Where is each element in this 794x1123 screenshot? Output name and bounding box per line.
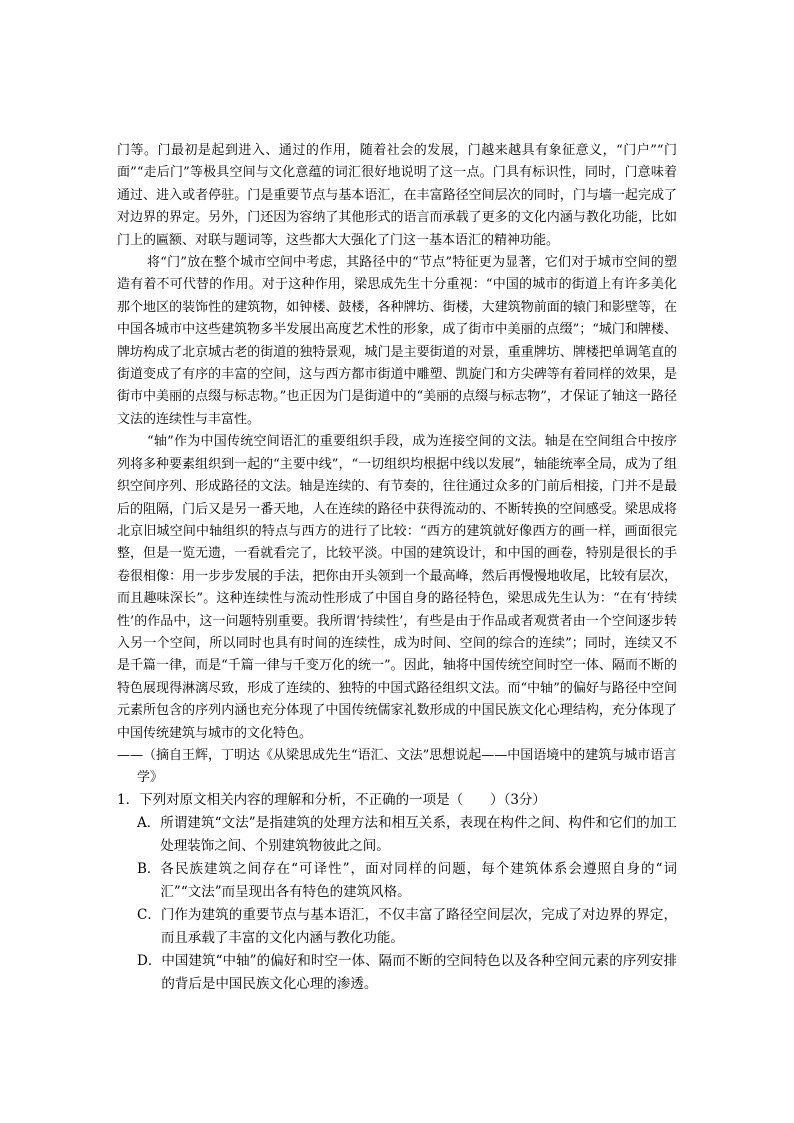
option-b [117,858,677,904]
option-b-text: 各民族建筑之间存在“可译性”，面对同样的问题，每个建筑体系会遵照自身的“词汇”“文法”而呈现出各有特色的建筑风格。 [160,860,677,900]
option-d-text: 中国建筑“中轴”的偏好和时空一体、隔而不断的空间特色以及各种空间元素的序列安排的背后是中国民族文化心理的渗透。 [161,952,677,992]
option-c-letter: C． [137,906,161,923]
question-options [117,812,677,996]
article-source: ——（摘自王辉，丁明达《从梁思成先生“语汇、文法”思想说起——中国语境中的建筑与城市语言学》 [117,747,677,785]
option-a-letter: A． [137,814,161,831]
option-a [117,812,677,858]
option-c-text: 门作为建筑的重要节点与基本语汇，不仅丰富了路径空间层次，完成了对边界的界定，而且承载了丰富的文化内涵与教化功能。 [160,906,677,946]
article-paragraph-2: 将“门”放在整个城市空间中考虑，其路径中的“节点”特征更为显著，它们对于城市空间的塑造有着不可代替的作用。对于这种作用，梁思成先生十分重视：“中国的城市的街道上有许多美化那个地区的装饰性的建筑物，如钟楼、鼓楼，各种牌坊、街楼，大建筑物前面的辕门和影壁等，在中国各城市中这些建筑物多半发展出高度艺术性的形象，成了街市中美丽的点缀”；“城门和牌楼、牌坊构成了北京城古老的街道的独特景观，城门是主要街道的对景，重重牌坊、牌楼把单调笔直的街道变成了有序的丰富的空间，这与西方都市街道中雕塑、凯旋门和方尖碑等有着同样的效果，是街市中美丽的点缀与标志物。”也正因为门是街道中的“美丽的点缀与标志物”，才保证了轴这一路径文法的连续性与丰富性。 [117,255,677,427]
option-a-text: 所谓建筑“文法”是指建筑的处理方法和相互关系，表现在构件之间、构件和它们的加工处理装饰之间、个别建筑物彼此之间。 [160,814,677,854]
article-paragraph-3: “轴”作为中国传统空间语汇的重要组织手段，成为连接空间的文法。轴是在空间组合中按序列将多种要素组织到一起的“主要中线”，“一切组织均根据中线以发展”，轴能统率全局，成为了组织空间序列、形成路径的文法。轴是连续的、有节奏的，往往通过众多的门前后相接，门并不是最后的阻隔，门后又是另一番天地，人在连续的路径中获得流动的、不断转换的空间感受。梁思成将北京旧城空间中轴组织的特点与西方的进行了比较：“西方的建筑就好像西方的画一样，画面很完整，但是一览无遗，一看就看完了，比较平淡。中国的建筑设计，和中国的画卷，特别是很长的手卷很相像：用一步步发展的手法，把你由开头领到一个最高峰，然后再慢慢地收尾，比较有层次，而且趣味深长”。这种连续性与流动性形成了中国自身的路径特色，梁思成先生认为：“在有‘持续性’的作品中，这一问题特别重要。我所谓‘持续性’，有些是由于作品或者观赏者由一个空间逐步转入另一个空间，所以同时也具有时间的连续性，成为时间、空间的综合的连续”；同时，连续又不是千篇一律，而是“千篇一律与千变万化的统一”。因此，轴将中国传统空间时空一体、隔而不断的特色展现得淋漓尽致，形成了连续的、独特的中国式路径组织文法。而“中轴”的偏好与路径中空间元素所包含的序列内涵也充分体现了中国传统儒家礼数形成的中国民族文化心理结构，充分体现了中国传统建筑与城市的文化特色。 [117,434,677,741]
option-c [117,904,677,950]
article-paragraph-1: 门等。门最初是起到进入、通过的作用，随着社会的发展，门越来越具有象征意义，“门户”“门面”“走后门”等极具空间与文化意蕴的词汇很好地说明了这一点。门具有标识性，同时，门意味着通过、进入或者停驻。门是重要节点与基本语汇，在丰富路径空间层次的同时，门与墙一起完成了对边界的界定。另外，门还因为容纳了其他形式的语言而承载了更多的文化内涵与教化功能，比如门上的匾额、对联与题词等，这些都大大强化了门这一基本语汇的精神功能。 [117,143,677,248]
option-b-letter: B． [137,860,161,877]
option-d [117,950,677,996]
option-d-letter: D． [137,952,162,969]
document-page [117,140,677,996]
question-stem: 1．下列对原文相关内容的理解和分析，不正确的一项是（ ）（3分） [117,791,546,808]
